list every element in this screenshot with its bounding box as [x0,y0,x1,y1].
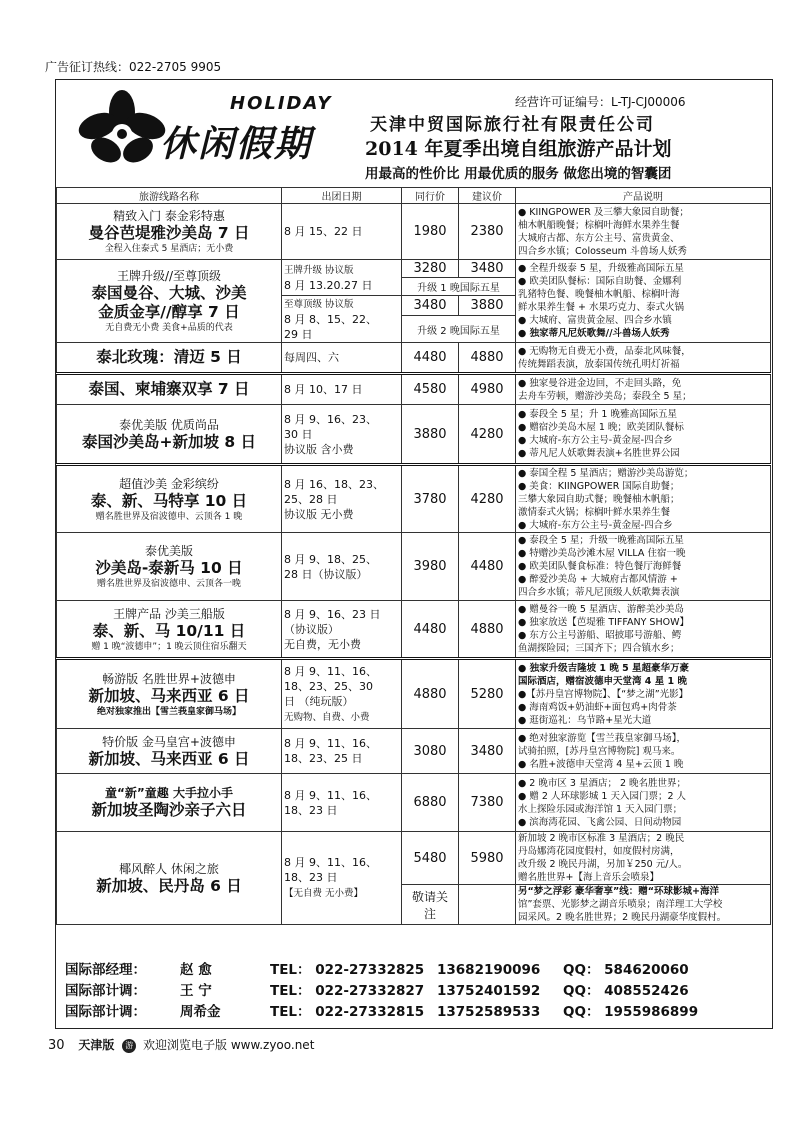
depart-date: 8 月 9、18、25、 28 日（协议版） [282,533,402,601]
depart-date: 8 月 15、22 日 [282,204,402,260]
suggested-price: 4280 [459,465,516,533]
company-name: 天津中贸国际旅行社有限责任公司 [370,115,655,135]
table-row [57,465,771,533]
peer-price: 4580 [402,374,459,405]
peer-price: 4480 [402,601,459,659]
route-name: 特价版 金马皇宫+波德申 新加坡、马来西亚 6 日 [57,729,282,774]
depart-date: 8 月 16、18、23、 25、28 日 协议版 无小费 [282,465,402,533]
contact-tel: TEL： 022-27332815 [270,1004,425,1020]
contact-qq: QQ： 584620060 [563,962,689,978]
route-name: 泰北玫瑰：清迈 5 日 [57,343,282,374]
header-date: 出团日期 [282,188,402,204]
product-description: 另“梦之浮彩 豪华奢享”线：赠“环球影城+海洋 馆”套票、光影梦之湖音乐喷泉；南洋理工大学校 园采风。2 晚名胜世界；2 晚民丹湖豪华度假村。 [516,885,771,925]
depart-date: 至尊顶级 协议版 8 月 8、15、22、 29 日 [282,296,402,343]
edition-label: 天津版 [78,1038,115,1052]
peer-price: 4880 [402,659,459,729]
depart-date: 8 月 9、11、16、 18、23 日 [282,774,402,832]
depart-date: 8 月 10、17 日 [282,374,402,405]
contact-name: 周希金 [180,1004,221,1020]
suggested-price: 4880 [459,343,516,374]
price-note: 敬请关注 [402,885,459,925]
contact-role: 国际部计调： [65,983,146,999]
depart-date: 8 月 9、11、16、 18、23、25、30 日 （纯玩版） 无购物、自费、小费 [282,659,402,729]
upgrade-note: 升级 1 晚国际五星 [402,278,516,296]
table-row [57,533,771,601]
peer-price: 3080 [402,729,459,774]
peer-price: 3780 [402,465,459,533]
contact-mobile: 13682190096 [437,962,541,978]
suggested-price: 4980 [459,374,516,405]
slogan: 用最高的性价比 用最优质的服务 做您出境的智囊团 [365,166,672,182]
empty-price-cell [459,885,516,925]
depart-date: 王牌升级 协议版 8 月 13.20.27 日 [282,260,402,296]
product-description: ● 无购物无自费无小费，品泰北风味餐， 传统舞蹈表演，放泰国传统孔明灯祈福 [516,343,771,374]
product-description: ● 赠曼谷一晚 5 星酒店、游醉美沙美岛 ● 独家放送【芭堤雅 TIFFANY SHOW】 ● 东方公主号游船、昭披耶号游船、鳄 鱼湖探险园；三国齐下；四合镇水乡； [516,601,771,659]
product-description: ● KIINGPOWER 及三攀大象园自助餐； 柚木帆船晚餐；棕榈叶海鲜水果养生餐 大城府古都、东方公主号、富贵黄金、 四合乡水镇；Colosseum 斗兽场人妖秀 [516,204,771,260]
depart-date: 每周四、六 [282,343,402,374]
route-name: 椰风醉人 休闲之旅 新加坡、民丹岛 6 日 [57,832,282,925]
product-description: 新加坡 2 晚市区标准 3 星酒店；2 晚民 丹岛娜湾花园度假村，如度假村房满， 改升级 2 晚民丹湖，另加￥250 元/人。 赠名胜世界+【海上音乐会喷泉】 [516,832,771,885]
ad-hotline: 广告征订热线：022-2705 9905 [45,60,222,74]
page-number: 30 [48,1038,65,1053]
product-description: ● 独家升级吉隆坡 1 晚 5 星超豪华万豪 国际酒店，赠宿波德申天堂湾 4 星 1 晚 ●【苏丹皇宫博物院】、【“梦之湖”光影】 ● 海南鸡饭+奶油虾+面包鸡+肉骨茶 ● 逛街巡礼：乌节路+星光大道 [516,659,771,729]
product-description: ● 全程升级泰 5 星，升级雅高国际五星 ● 欧美团队餐标：国际自助餐、金娜利 乳猪特色餐、晚餐柚木帆船、棕榈叶海 鲜水果养生餐 + 水果巧克力、泰式火锅 ● 大城府、富贵黄金屋、四合乡水镇 ● 独家蒂凡尼妖歌舞//斗兽场人妖秀 [516,260,771,343]
contact-qq: QQ： 1955986899 [563,1004,699,1020]
table-row [57,729,771,774]
peer-price: 1980 [402,204,459,260]
depart-date: 8 月 9、11、16、 18、23 日 【无自费 无小费】 [282,832,402,925]
suggested-price: 3880 [459,296,516,316]
depart-date: 8 月 9、16、23 日 （协议版） 无自费，无小费 [282,601,402,659]
table-row [57,774,771,832]
table-row [57,204,771,260]
contact-mobile: 13752589533 [437,1004,541,1020]
upgrade-note: 升级 2 晚国际五星 [402,316,516,343]
route-name: 王牌产品 沙美三船版 泰、新、马 10/11 日 赠 1 晚“波德申”；1 晚云顶住宿乐翻天 [57,601,282,659]
peer-price: 6880 [402,774,459,832]
table-row [57,832,771,885]
table-row [57,343,771,374]
depart-date: 8 月 9、16、23、 30 日 协议版 含小费 [282,405,402,465]
suggested-price: 5980 [459,832,516,885]
peer-price: 3280 [402,260,459,278]
table-row [57,374,771,405]
product-description: ● 2 晚市区 3 星酒店； 2 晚名胜世界； ● 赠 2 人环球影城 1 天入园门票；2 人 水上探险乐园或海洋馆 1 天入园门票； ● 滨海湾花园、飞禽公园、日间动物园 [516,774,771,832]
product-description: ● 泰国全程 5 星酒店；赠游沙美岛游览； ● 美食：KIINGPOWER 国际自助餐； 三攀大象园自助式餐；晚餐柚木帆船； 激情泰式火锅；棕榈叶鲜水果养生餐 ● 大城府-东方公主号-黄金屋-四合乡 [516,465,771,533]
table-header-row [57,188,771,204]
contact-role: 国际部经理： [65,962,146,978]
product-description: ● 独家曼谷进金边回，不走回头路，免 去舟车劳顿，赠游沙美岛；泰段全 5 星； [516,374,771,405]
plan-title: 2014 年夏季出境自组旅游产品计划 [365,138,672,160]
header-peer-price: 同行价 [402,188,459,204]
depart-date: 8 月 9、11、16、 18、23、25 日 [282,729,402,774]
contact-tel: TEL： 022-27332825 [270,962,425,978]
route-name: 童“新”童趣 大手拉小手 新加坡圣陶沙亲子六日 [57,774,282,832]
peer-price: 4480 [402,343,459,374]
brand-logo [70,90,370,182]
route-name: 王牌升级//至尊顶级 泰国曼谷、大城、沙美 金质金享//醇享 7 日 无自费无小费 美食+品质的代表 [57,260,282,343]
product-description: ● 泰段全 5 星；升 1 晚雅高国际五星 ● 赠宿沙美岛木屋 1 晚；欧美团队餐标 ● 大城府-东方公主号-黄金屋-四合乡 ● 蒂凡尼人妖歌舞表演+名胜世界公园 [516,405,771,465]
suggested-price: 3480 [459,260,516,278]
header-description: 产品说明 [516,188,771,204]
contact-tel: TEL： 022-27332827 [270,983,425,999]
product-description: ● 泰段全 5 星；升级一晚雅高国际五星 ● 特赠沙美岛沙滩木屋 VILLA 住宿一晚 ● 欧美团队餐食标准：特色餐厅海鲜餐 ● 醉爱沙美岛 + 大城府古都风情游 + 四合乡水镇；蒂凡尼顶级人妖歌舞表演 [516,533,771,601]
brand-chinese: 休闲假期 [160,123,313,165]
suggested-price: 7380 [459,774,516,832]
peer-price: 3480 [402,296,459,316]
license-number: 经营许可证编号：L-TJ-CJ00006 [515,95,686,109]
route-name: 精致入门 泰金彩特惠 曼谷芭堤雅沙美岛 7 日 全程入住泰式 5 星酒店；无小费 [57,204,282,260]
product-table [56,187,771,925]
suggested-price: 4280 [459,405,516,465]
suggested-price: 3480 [459,729,516,774]
contact-name: 王 宁 [180,983,212,999]
brand-english: HOLIDAY [230,93,333,114]
publisher-logo-icon: 游 [122,1039,136,1053]
contact-qq: QQ： 408552426 [563,983,689,999]
contact-name: 赵 愈 [180,962,212,978]
suggested-price: 4880 [459,601,516,659]
peer-price: 5480 [402,832,459,885]
page-footer [48,1036,314,1053]
header-suggested-price: 建议价 [459,188,516,204]
table-row [57,405,771,465]
route-name: 泰优美版 沙美岛-泰新马 10 日 赠名胜世界及宿波德申、云顶各一晚 [57,533,282,601]
peer-price: 3880 [402,405,459,465]
suggested-price: 5280 [459,659,516,729]
route-name: 超值沙美 金彩缤纷 泰、新、马特享 10 日 赠名胜世界及宿波德申、云顶各 1 晚 [57,465,282,533]
header-route: 旅游线路名称 [57,188,282,204]
product-description: ● 绝对独家游览【雪兰莪皇家御马场】， 试骑拍照，[苏丹皇宫博物院] 观马来。 ● 名胜+波德申天堂湾 4 星+云顶 1 晚 [516,729,771,774]
suggested-price: 4480 [459,533,516,601]
peer-price: 3980 [402,533,459,601]
contact-mobile: 13752401592 [437,983,541,999]
table-row [57,260,771,278]
suggested-price: 2380 [459,204,516,260]
flower-logo-icon [74,90,170,176]
table-row [57,601,771,659]
route-name: 畅游版 名胜世界+波德申 新加坡、马来西亚 6 日 绝对独家推出【雪兰莪皇家御马场】 [57,659,282,729]
table-row [57,659,771,729]
route-name: 泰国、柬埔寨双享 7 日 [57,374,282,405]
website-link[interactable]: 欢迎浏览电子版 www.zyoo.net [143,1038,315,1052]
route-name: 泰优美版 优质尚品 泰国沙美岛+新加坡 8 日 [57,405,282,465]
contact-role: 国际部计调： [65,1004,146,1020]
